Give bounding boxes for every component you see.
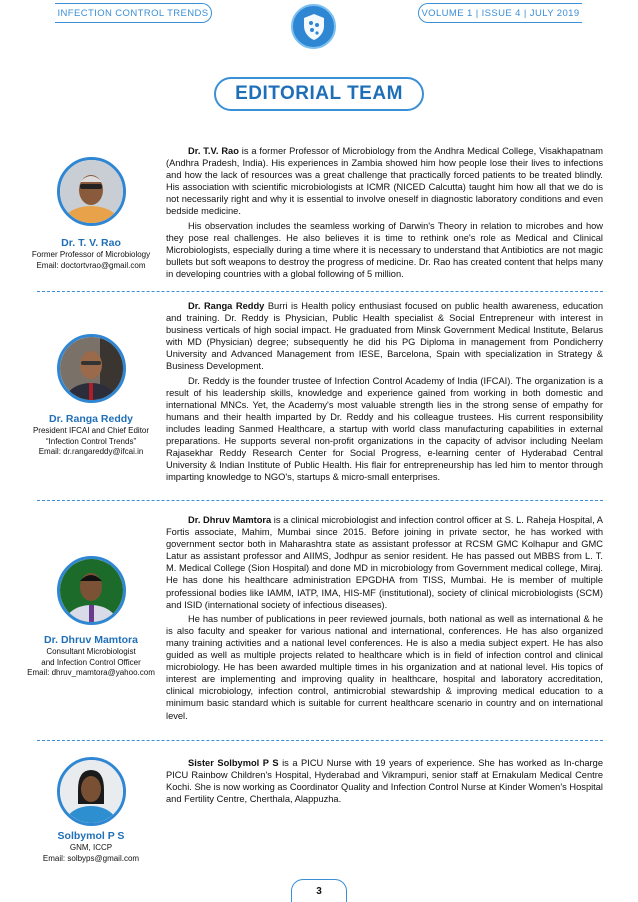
bio-paragraph: is a PICU Nurse with 19 years of experience. She has worked as In-charge PICU Rainbow Children's Hospital, Hyderabad and Vikrampuri, senior staff at Ernakulam Medical Centre Kochi. She is now working as Coordinator Quality and Infection Control Nurse at Kinder Women's Hospital and Fertility Centre, Cherthala, Alappuzha. <box>166 758 603 805</box>
member-role-2: and Infection Control Officer <box>41 657 141 667</box>
member-email: Email: doctortvrao@gmail.com <box>36 260 146 270</box>
page-number: 3 <box>291 879 347 902</box>
section-divider <box>37 500 603 501</box>
bio-name: Dr. Ranga Reddy <box>188 301 265 311</box>
member-name: Dr. Ranga Reddy <box>48 413 134 425</box>
member-email: Email: solbyps@gmail.com <box>42 853 140 863</box>
journal-name-label: INFECTION CONTROL TRENDS <box>55 3 212 23</box>
bio-name: Sister Solbymol P S <box>188 758 279 768</box>
member-caption <box>14 829 168 864</box>
bio-name: Dr. T.V. Rao <box>188 146 239 156</box>
member-email: Email: dhruv_mamtora@yahoo.com <box>27 668 155 677</box>
member-name: Solbymol P S <box>57 830 125 842</box>
bio-paragraph: is a clinical microbiologist and infection control officer at S. L. Raheja Hospital, A Fortis associate, Mahim, Mumbai since 2015. Before joining in private sector, he has worked with government sector both in Maharashtra state as assistant professor at RCSM GMC Kolhapur and GMC Latur as assistant professor and AIIMS, Jodhpur as senior resident. He has passed out MBBS from L. T. M. Medical College (Sion Hospital) and done MD in microbiology from Government medical college, Miraj. He has done his healthcare administration EPGDHA from TISS, Mumbai. He is member of multiple professional bodies like IAMM, IATP, IMA, HIS-MF (institutional), society of clinical microbiologists (SCM) and ISID (international society of infectious diseases). <box>166 515 603 610</box>
bio-paragraph: Dr. Reddy is the founder trustee of Infection Control Academy of India (IFCAI). The organization is a result of his leadership skills, knowledge and experience gained from working in both domestic and international MNCs. Yet, the Academy's most valuable strength lies in the strong sense of empathy for humans and their health imparted by Dr. Reddy and his colleague trustees. His current responsibility includes leading Sanmed Healthcare, a startup with world class manufacturing capabilities in external preparations. He supports several non-profit organizations in the capacity of advisor including Neelam Rajasekhar Reddy Research Center for Social Progress, e-learning center of Hyderabad Central University & Indian Institute of Public Health. His flair for entrepreneurship has led him to mentor through imparting knowledge to NGO's, startups & micro-small enterprises. <box>166 375 603 483</box>
page-title: EDITORIAL TEAM <box>235 83 403 104</box>
bio-paragraph: Burri is Health policy enthusiast focused on public health awareness, education and training. Dr. Reddy is Physician, Public Health specialist & Social Entrepreneur with interest in business verticals of high social impact. He graduated from Minsk Government Medical Institute, Belarus with MD (Physician) degree; subsequently he did his PG Diploma in management from Pondicherry University and Advanced Management from IESE, Barcelona, Spain with specialization in Strategy & Business Development. <box>166 301 603 372</box>
member-bio <box>166 145 603 282</box>
bio-paragraph: His observation includes the seamless working of Darwin's Theory in relation to microbes and how they pose real challenges. He also believes it is time to rethink one's role as Medical and Clinical Microbiologists, especially during a time where it is necessary to understand that Antibiotics are not magic bullets but soft weapons to destroy the progress of medicine. Dr. Rao has created content that helps many in developing countries with a global following of 5 million. <box>166 220 603 279</box>
section-divider <box>37 291 603 292</box>
member-role: Consultant Microbiologist <box>46 647 136 656</box>
member-bio <box>166 300 603 485</box>
avatar-solbymol <box>57 757 126 826</box>
member-role: GNM, ICCP <box>69 843 113 852</box>
member-email: Email: dr.rangareddy@ifcai.in <box>38 447 144 456</box>
member-caption <box>14 412 168 458</box>
shield-logo-icon <box>291 4 336 49</box>
member-caption <box>14 236 168 271</box>
section-divider <box>37 740 603 741</box>
member-name: Dr. Dhruv Mamtora <box>44 634 138 646</box>
avatar-reddy <box>57 334 126 403</box>
avatar-mamtora <box>57 556 126 625</box>
shield-icon <box>302 13 326 41</box>
member-role: Former Professor of Microbiology <box>31 250 151 259</box>
avatar-rao <box>57 157 126 226</box>
member-caption <box>14 633 168 679</box>
bio-paragraph: He has number of publications in peer reviewed journals, both national as well as international & he is also faculty and speaker for various national and international, conferences. He has also organized many training activities and a national level conferences. He is also a media subject expert. He has also guided as well as multiple projects related to healthcare which is in field of infection control and clinical microbiology. He has been awarded multiple times in his organization and at national level. His topics of interest are implementing and improving quality in healthcare, hospital and laboratory accreditation, clinical microbiology, infection control, antimicrobial stewardship & improving medical education to a minimum basic standard which is suitable for current healthcare scenario in country and on international level. <box>166 613 603 721</box>
page-title-box <box>214 77 424 111</box>
member-name: Dr. T. V. Rao <box>61 237 121 249</box>
bio-name: Dr. Dhruv Mamtora <box>188 515 272 525</box>
bio-paragraph: is a former Professor of Microbiology from the Andhra Medical College, Visakhapatnam (Andhra Pradesh, India). His experiences in Zambia showed him how people lose their lives to infections and how the lack of resources was a great challenge that practically forced patients to be treated blindly. His association with scientific microbiologists at ICMR (NICED Calcutta) taught him how all that we do is not necessarily right and why it is essential to involve oneself in diagnostic laboratory conditions and even bedside medicine. <box>166 146 603 217</box>
member-role-2: “Infection Control Trends” <box>45 436 137 446</box>
member-bio <box>166 514 603 724</box>
member-bio <box>166 757 603 807</box>
issue-label: VOLUME 1 | ISSUE 4 | JULY 2019 <box>418 3 582 23</box>
member-role: President IFCAI and Chief Editor <box>32 426 150 435</box>
